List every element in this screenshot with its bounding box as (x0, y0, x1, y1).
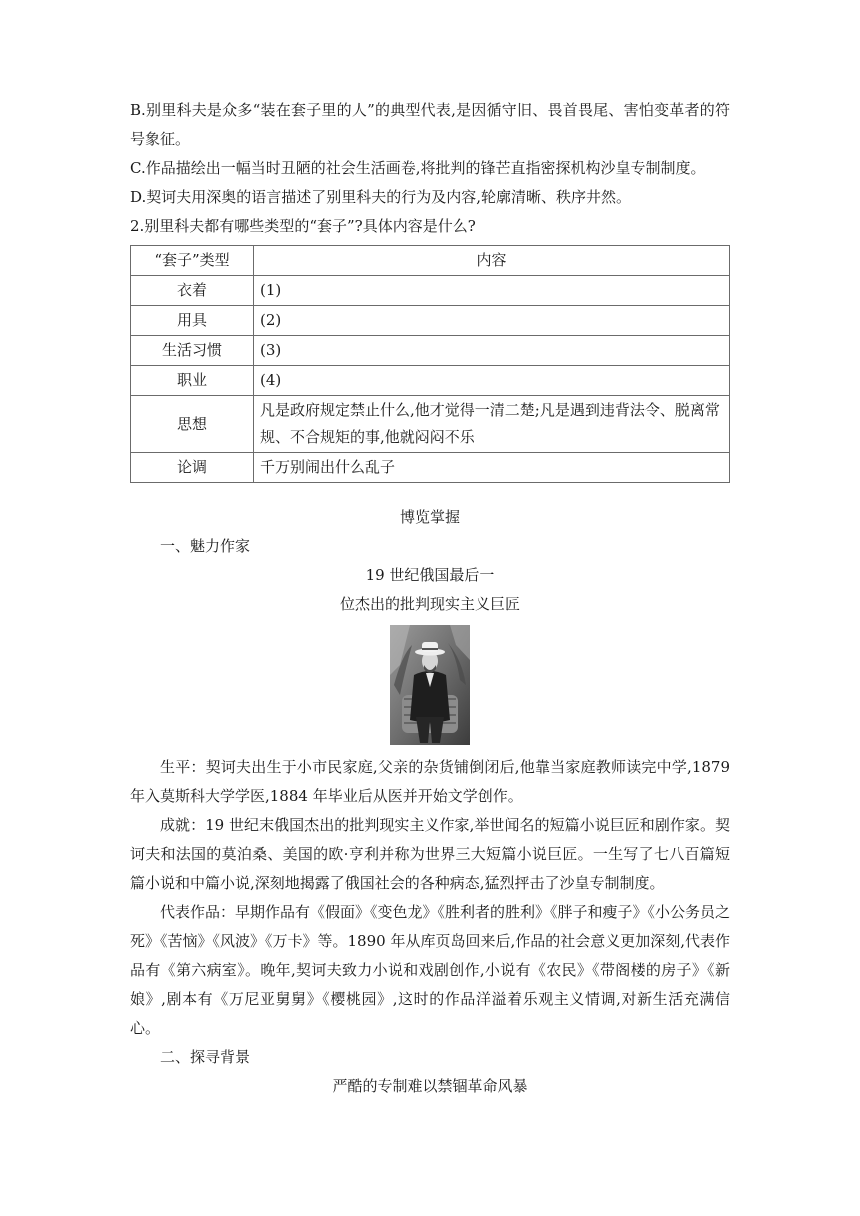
para-life: 生平：契诃夫出生于小市民家庭,父亲的杂货铺倒闭后,他靠当家庭教师读完中学,1879 年入莫斯科大学学医,1884 年毕业后从医并开始文学创作。 (130, 758, 730, 805)
row-type: 思想 (131, 396, 254, 453)
row-type: 衣着 (131, 276, 254, 306)
section-title: 博览掌握 (399, 508, 460, 526)
part2-subtitle: 严酷的专制难以禁锢革命风暴 (332, 1077, 528, 1095)
row-content: (3) (254, 336, 730, 366)
row-content: 千万别闹出什么乱子 (254, 453, 730, 483)
para-achievement: 成就：19 世纪末俄国杰出的批判现实主义作家,举世闻名的短篇小说巨匠和剧作家。契诃夫和法国的莫泊桑、美国的欧·亨利并称为世界三大短篇小说巨匠。一生写了七八百篇短篇小说和中篇小说,深刻地揭露了俄国社会的各种病态,猛烈抨击了沙皇专制制度。 (130, 816, 730, 892)
table-row (131, 453, 730, 483)
option-d: D.契诃夫用深奥的语言描述了别里科夫的行为及内容,轮廓清晰、秩序井然。 (130, 188, 632, 206)
para-works: 代表作品：早期作品有《假面》《变色龙》《胜利者的胜利》《胖子和瘦子》《小公务员之死》《苦恼》《风波》《万卡》等。1890 年从库页岛回来后,作品的社会意义更加深刻,代表作品有《第六病室》。晚年,契诃夫致力小说和戏剧创作,小说有《农民》《带阁楼的房子》《新娘》,剧本有《万尼亚舅舅》《樱桃园》,这时的作品洋溢着乐观主义情调,对新生活充满信心。 (130, 903, 731, 1037)
option-c: C.作品描绘出一幅当时丑陋的社会生活画卷,将批判的锋芒直指密探机构沙皇专制制度。 (130, 159, 706, 177)
table-header-content: 内容 (254, 246, 730, 276)
table-row (131, 336, 730, 366)
table-row (131, 306, 730, 336)
chekhov-portrait-photo (390, 625, 470, 745)
table-row (131, 276, 730, 306)
option-b: B.别里科夫是众多“装在套子里的人”的典型代表,是因循守旧、畏首畏尾、害怕变革者的符号象征。 (130, 101, 730, 148)
row-type: 论调 (131, 453, 254, 483)
table-header-row (131, 246, 730, 276)
row-type: 职业 (131, 366, 254, 396)
suit-type-table (130, 245, 730, 483)
row-content: (2) (254, 306, 730, 336)
row-type: 生活习惯 (131, 336, 254, 366)
row-content: (4) (254, 366, 730, 396)
portrait-image (390, 625, 470, 745)
part1-subtitle-line1: 19 世纪俄国最后一 (365, 566, 495, 584)
part1-heading: 一、魅力作家 (160, 537, 251, 555)
table-row (131, 396, 730, 453)
row-content: (1) (254, 276, 730, 306)
row-content: 凡是政府规定禁止什么,他才觉得一清二楚;凡是遇到违背法令、脱离常规、不合规矩的事,他就闷闷不乐 (254, 396, 730, 453)
part1-subtitle-line2: 位杰出的批判现实主义巨匠 (339, 595, 520, 613)
question-2: 2.别里科夫都有哪些类型的“套子”?具体内容是什么? (130, 217, 476, 235)
table-row (131, 366, 730, 396)
table-header-type: “套子”类型 (131, 246, 254, 276)
part2-heading: 二、探寻背景 (160, 1048, 251, 1066)
document-page (130, 96, 730, 1101)
row-type: 用具 (131, 306, 254, 336)
